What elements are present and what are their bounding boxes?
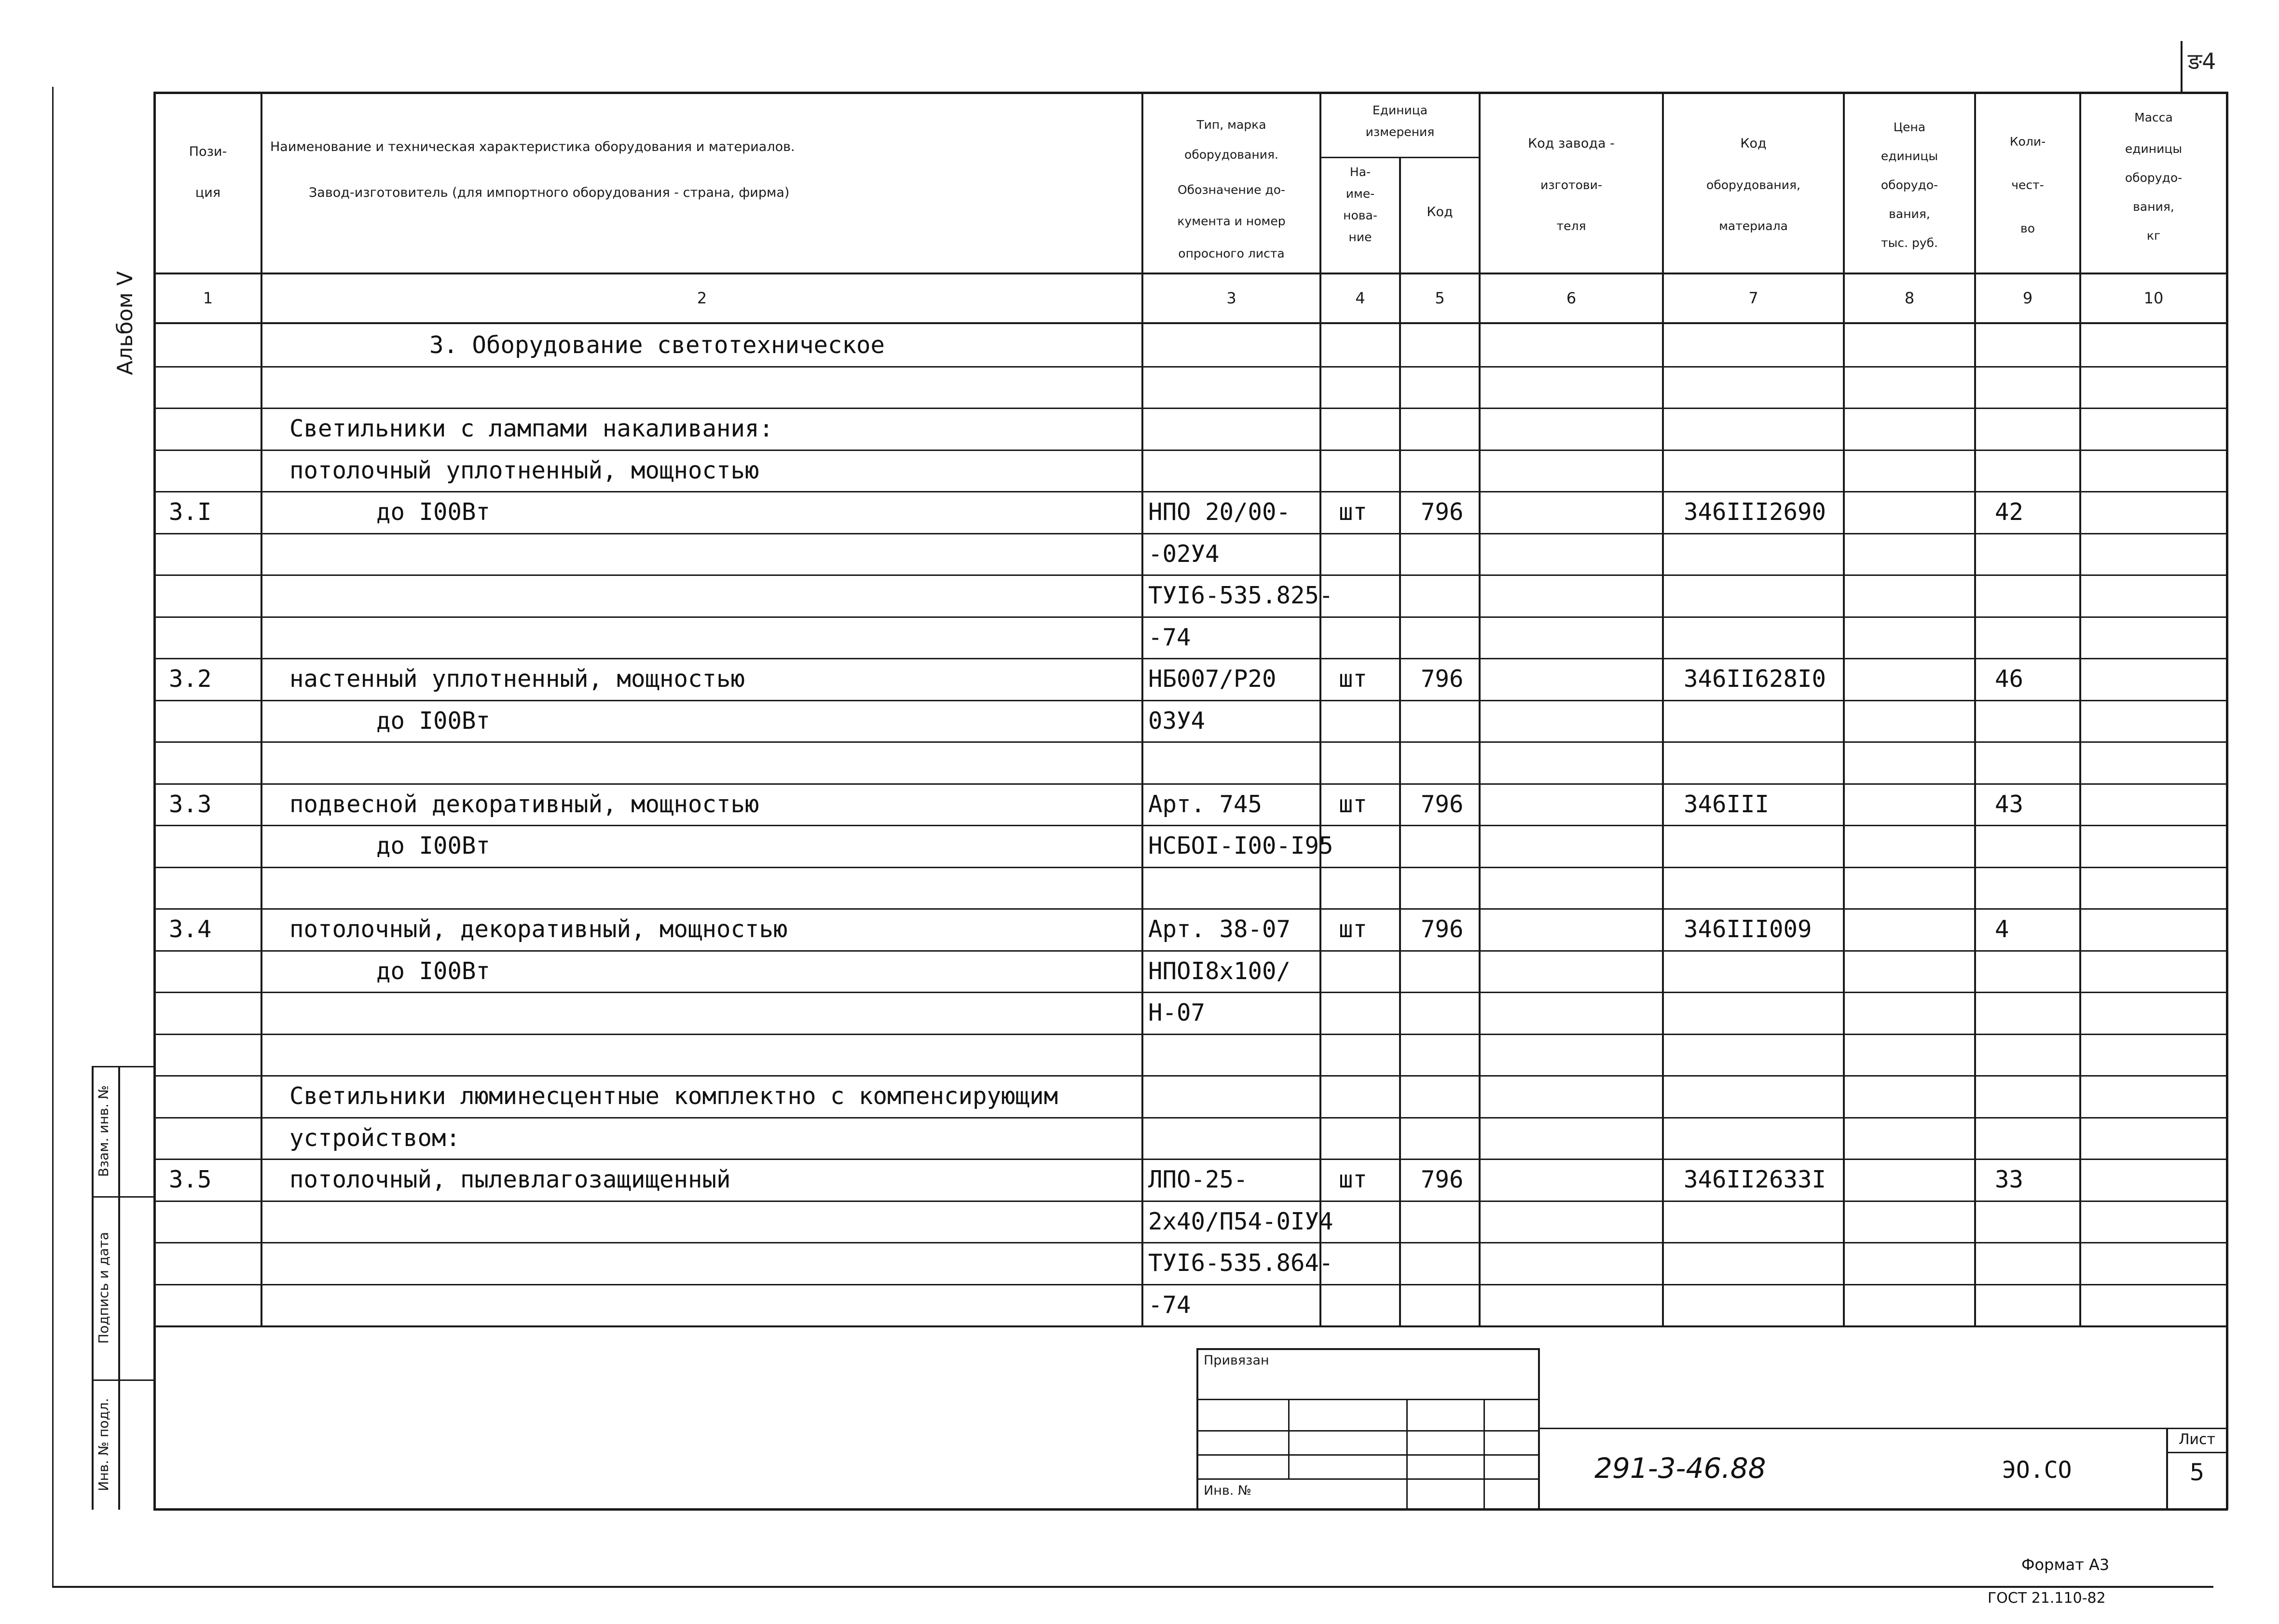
gost-label: ГОСТ 21.110-82	[1988, 1590, 2106, 1607]
type-cell: Арт. 745	[1148, 791, 1263, 818]
stamp-box-left	[1196, 1348, 1198, 1510]
stamp-row3	[1196, 1454, 1539, 1456]
unit-name-cell: шт	[1339, 665, 1368, 693]
row-divider	[153, 1034, 2228, 1035]
header-name-line1: Наименование и техническая характеристика оборудования и материалов.	[270, 139, 795, 154]
side-label-podpis: Подпись и дата	[96, 1232, 111, 1344]
equipment-code-cell: 346III009	[1684, 915, 1812, 943]
header-type-line1: Тип, марка	[1196, 118, 1266, 132]
header-price-line1: Цена	[1893, 120, 1926, 134]
outer-bottom-line	[52, 1586, 2213, 1588]
quantity-cell: 42	[1995, 498, 2024, 526]
stamp-box-top	[1196, 1348, 1539, 1350]
frame-right-line	[2226, 92, 2228, 1510]
side-label-inv-podl: Инв. № подл.	[96, 1398, 111, 1491]
row-divider	[153, 491, 2228, 492]
row-divider	[153, 992, 2228, 993]
colnum-3: 3	[1226, 289, 1236, 307]
position-cell: 3.3	[169, 791, 212, 818]
header-pos-line1: Пози-	[189, 144, 227, 159]
header-price-line4: вания,	[1889, 207, 1930, 221]
name-cell: потолочный уплотненный, мощностью	[289, 457, 759, 484]
header-mass-line5: кг	[2146, 229, 2161, 243]
row-divider	[153, 783, 2228, 785]
section-code: ЭО.СО	[2002, 1457, 2072, 1484]
stamp-col3	[1483, 1399, 1485, 1510]
header-unit-line1: Единица	[1372, 103, 1428, 117]
unit-name-cell: шт	[1339, 1166, 1368, 1193]
unit-code-cell: 796	[1421, 791, 1464, 818]
header-qty-line2: чест-	[2011, 178, 2044, 192]
stamp-inv-no: Инв. №	[1204, 1483, 1252, 1498]
header-unit-name-1: На-	[1349, 165, 1371, 179]
header-mass-line3: оборудо-	[2125, 171, 2183, 185]
stamp-row2	[1196, 1430, 1539, 1432]
sheet-number: 5	[2189, 1459, 2205, 1486]
colnum-5: 5	[1435, 289, 1445, 307]
header-unit-line2: измерения	[1365, 125, 1435, 139]
equipment-code-cell: 346III2690	[1684, 498, 1826, 526]
position-cell: 3.I	[169, 498, 212, 526]
type-cell: НПО 20/00-	[1148, 498, 1291, 526]
name-cell: до I00Вт	[376, 832, 491, 860]
header-type-line3: Обозначение до-	[1177, 183, 1286, 197]
stamp-privyazan: Привязан	[1204, 1353, 1269, 1368]
name-cell: устройством:	[289, 1124, 461, 1152]
unit-name-cell: шт	[1339, 791, 1368, 818]
colnum-10: 10	[2143, 289, 2164, 307]
type-cell: НБ007/Р20	[1148, 665, 1277, 693]
position-cell: 3.4	[169, 915, 212, 943]
header-type-line2: оборудования.	[1184, 148, 1278, 162]
row-divider	[153, 1075, 2228, 1077]
name-cell: до I00Вт	[376, 498, 491, 526]
row-divider	[153, 450, 2228, 451]
row-divider	[153, 700, 2228, 701]
name-cell: 3. Оборудование светотехническое	[429, 331, 885, 359]
name-cell: настенный уплотненный, мощностью	[289, 665, 745, 693]
type-cell: -74	[1148, 1291, 1191, 1319]
unit-name-cell: шт	[1339, 915, 1368, 943]
header-type-line4: кумента и номер	[1177, 214, 1286, 228]
header-price-line2: единицы	[1881, 149, 1938, 163]
row-divider	[153, 658, 2228, 659]
row-divider	[153, 616, 2228, 618]
table-bottom-line	[153, 1325, 2228, 1327]
stamp-row4	[1196, 1478, 1539, 1480]
unit-name-cell: шт	[1339, 498, 1368, 526]
position-cell: 3.5	[169, 1166, 212, 1193]
header-unit-name-2: име-	[1345, 187, 1375, 201]
quantity-cell: 33	[1995, 1166, 2024, 1193]
row-divider	[153, 1284, 2228, 1285]
row-divider	[153, 1159, 2228, 1160]
header-factory-line1: Код завода -	[1528, 136, 1615, 151]
unit-code-cell: 796	[1421, 665, 1464, 693]
header-unit-code: Код	[1427, 205, 1453, 219]
row-divider	[153, 741, 2228, 743]
header-eqcode-line2: оборудования,	[1706, 178, 1800, 192]
frame-top-line	[153, 92, 2228, 94]
sheet-label: Лист	[2178, 1431, 2216, 1448]
row-divider	[153, 950, 2228, 952]
corner-divider	[2181, 41, 2183, 92]
row-divider	[153, 1242, 2228, 1243]
unit-code-cell: 796	[1421, 915, 1464, 943]
colnum-9: 9	[2022, 289, 2033, 307]
unit-code-cell: 796	[1421, 1166, 1464, 1193]
colnum-2: 2	[697, 289, 707, 307]
header-factory-line3: теля	[1556, 219, 1586, 233]
equipment-code-cell: 346II2633I	[1684, 1166, 1826, 1193]
header-pos-line2: ция	[195, 185, 221, 200]
header-mass-line1: Масса	[2134, 110, 2173, 124]
header-qty-line1: Коли-	[2009, 135, 2046, 149]
header-price-line5: тыс. руб.	[1881, 236, 1938, 250]
quantity-cell: 43	[1995, 791, 2024, 818]
colnum-bottom-line	[153, 322, 2228, 324]
row-divider	[153, 867, 2228, 868]
name-cell: до I00Вт	[376, 707, 491, 735]
name-cell: до I00Вт	[376, 957, 491, 985]
sheet-box-div	[2166, 1452, 2228, 1453]
row-divider	[153, 1117, 2228, 1119]
name-cell: подвесной декоративный, мощностью	[289, 791, 759, 818]
header-mass-line4: вания,	[2133, 200, 2174, 214]
stamp-col1	[1288, 1399, 1290, 1478]
stamp-row1	[1196, 1399, 1539, 1400]
type-cell: -74	[1148, 624, 1191, 651]
colnum-7: 7	[1748, 289, 1758, 307]
quantity-cell: 46	[1995, 665, 2024, 693]
type-cell: НПОI8x100/	[1148, 957, 1291, 985]
row-divider	[153, 574, 2228, 576]
type-cell: НСБОI-I00-I95	[1148, 832, 1333, 860]
header-qty-line3: во	[2020, 221, 2035, 235]
unit-code-cell: 796	[1421, 498, 1464, 526]
header-eqcode-line1: Код	[1740, 136, 1767, 151]
album-label: Альбом Ⅴ	[113, 271, 137, 375]
corner-mark: ङ4	[2188, 48, 2216, 74]
name-cell: Светильники люминесцентные комплектно с компенсирующим	[289, 1082, 1058, 1110]
row-divider	[153, 408, 2228, 409]
format-label: Формат А3	[2021, 1556, 2110, 1574]
header-unit-name-4: ние	[1348, 230, 1372, 244]
header-factory-line2: изготови-	[1540, 178, 1602, 192]
colnum-8: 8	[1904, 289, 1915, 307]
type-cell: Арт. 38-07	[1148, 915, 1291, 943]
outer-left-line	[52, 87, 54, 1587]
type-cell: 03У4	[1148, 707, 1206, 735]
type-cell: ТУI6-535.825-	[1148, 582, 1333, 609]
frame-bottom-line	[153, 1508, 2228, 1511]
side-stamp-div1	[92, 1196, 154, 1198]
header-mass-line2: единицы	[2125, 142, 2183, 156]
colnum-6: 6	[1566, 289, 1577, 307]
header-type-line5: опросного листа	[1178, 246, 1285, 260]
name-cell: потолочный, декоративный, мощностью	[289, 915, 788, 943]
header-unit-name-3: нова-	[1343, 208, 1377, 222]
colnum-4: 4	[1355, 289, 1365, 307]
type-cell: 2x40/П54-0IУ4	[1148, 1208, 1333, 1235]
header-price-line3: оборудо-	[1881, 178, 1938, 192]
row-divider	[153, 533, 2228, 534]
header-name-line2: Завод-изготовитель (для импортного оборудования - страна, фирма)	[309, 185, 790, 200]
position-cell: 3.2	[169, 665, 212, 693]
side-label-vzam: Взам. инв. №	[96, 1085, 111, 1177]
row-divider	[153, 1201, 2228, 1202]
type-cell: Н-07	[1148, 999, 1206, 1026]
row-divider	[153, 825, 2228, 826]
equipment-code-cell: 346III	[1684, 791, 1770, 818]
type-cell: -02У4	[1148, 540, 1220, 568]
quantity-cell: 4	[1995, 915, 2009, 943]
type-cell: ТУI6-535.864-	[1148, 1249, 1333, 1277]
side-stamp-mid	[118, 1066, 120, 1510]
doc-code: 291-3-46.88	[1594, 1452, 1766, 1485]
equipment-code-cell: 346II628I0	[1684, 665, 1826, 693]
name-cell: потолочный, пылевлагозащищенный	[289, 1166, 731, 1193]
header-eqcode-line3: материала	[1719, 219, 1788, 233]
colnum-1: 1	[203, 289, 213, 307]
row-divider	[153, 908, 2228, 910]
name-cell: Светильники с лампами накаливания:	[289, 415, 774, 442]
row-divider	[153, 366, 2228, 368]
type-cell: ЛПО-25-	[1148, 1166, 1248, 1193]
stamp-col2	[1406, 1399, 1408, 1510]
stamp-main-top	[1539, 1428, 2228, 1429]
